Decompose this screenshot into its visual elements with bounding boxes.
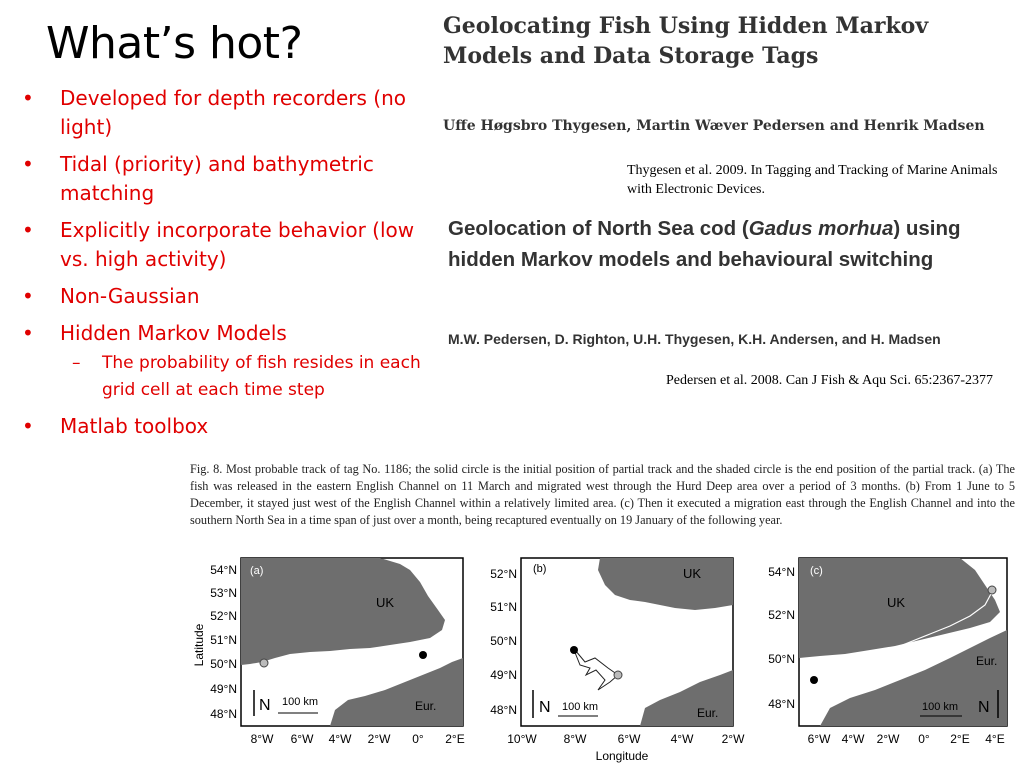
lon-tick: 10°W	[507, 732, 537, 746]
bullet-text: Developed for depth recorders (no light)	[60, 86, 407, 139]
lon-tick: 4°W	[670, 732, 694, 746]
paper2-title-part1: Geolocation of North Sea cod (	[448, 217, 749, 240]
track-end-shaded	[260, 659, 268, 667]
bullet-item	[20, 216, 440, 274]
lon-tick: 8°W	[563, 732, 587, 746]
lat-ticks-b	[490, 567, 517, 717]
map-panel-b	[521, 558, 733, 726]
lat-tick: 51°N	[210, 633, 237, 647]
bullet-marker: •	[22, 321, 34, 345]
sub-bullet-marker: –	[72, 353, 81, 373]
panel-label: (a)	[250, 565, 264, 577]
lon-tick: 2°E	[445, 732, 465, 746]
scale-label: 100 km	[922, 701, 959, 713]
lat-tick: 50°N	[210, 657, 237, 671]
lon-tick: 8°W	[250, 732, 274, 746]
slide-title: What’s hot?	[46, 18, 303, 69]
lon-tick: 4°E	[985, 732, 1005, 746]
lon-tick: 6°W	[617, 732, 641, 746]
figure-caption: Fig. 8. Most probable track of tag No. 1186; the solid circle is the initial position of partial track and the shaded circle is the end position of the partial track. (a) The fish was released in the eastern English Channel on 11 March and migrated west through the Hurd Deep area over a period of 3 months. (b) From 1 June to 5 December, it stayed just west of the English Channel within a relatively limited area. (c) Then it executed a migration east through the English Channel and into the southern North Sea in a time span of just over a month, being recaptured eventually on 19 January of the following year.	[190, 462, 1015, 527]
bullet-text: Tidal (priority) and bathymetric matching	[60, 152, 374, 205]
paper2-reference: Pedersen et al. 2008. Can J Fish & Aqu Sci. 65:2367-2377	[666, 373, 994, 388]
lat-tick: 52°N	[210, 609, 237, 623]
lon-tick: 2°W	[876, 732, 900, 746]
lat-ticks-a	[210, 563, 237, 721]
bullet-item	[20, 412, 440, 441]
bullet-text: Matlab toolbox	[60, 414, 209, 438]
track-start-solid	[810, 676, 818, 684]
paper1-title: Geolocating Fish Using Hidden Markov Models and Data Storage Tags	[443, 13, 929, 69]
bullet-text: The probability of fish resides in each grid cell at each time step	[102, 353, 421, 400]
lon-tick: 4°W	[328, 732, 352, 746]
paper2-title-species: Gadus morhua	[748, 217, 894, 240]
north-arrow-label: N	[539, 699, 551, 716]
panel-label: (b)	[533, 563, 547, 575]
sub-bullet-item	[20, 350, 440, 404]
lon-ticks-c	[808, 732, 1005, 746]
bullet-item	[20, 319, 440, 348]
track-start-solid	[419, 651, 427, 659]
lat-ticks-c	[768, 565, 795, 711]
lon-tick: 4°W	[841, 732, 865, 746]
lat-tick: 51°N	[490, 600, 517, 614]
bullet-list	[20, 84, 440, 449]
land-label-eur: Eur.	[415, 699, 437, 713]
land-label-eur: Eur.	[976, 654, 998, 668]
bullet-marker: •	[22, 284, 34, 308]
paper2-title	[448, 213, 1024, 275]
lon-tick: 2°E	[950, 732, 970, 746]
panel-label: (c)	[810, 565, 823, 577]
bullet-item	[20, 150, 440, 208]
track-start-solid	[570, 646, 578, 654]
lat-tick: 50°N	[768, 652, 795, 666]
bullet-text: Hidden Markov Models	[60, 321, 287, 345]
lon-tick: 2°W	[367, 732, 391, 746]
paper1-reference: Thygesen et al. 2009. In Tagging and Tracking of Marine Animals with Electronic Devices.	[627, 163, 998, 197]
land-label-uk: UK	[887, 595, 906, 610]
paper1-authors: Uffe Høgsbro Thygesen, Martin Wæver Pedersen and Henrik Madsen	[443, 118, 985, 134]
paper2-authors: M.W. Pedersen, D. Righton, U.H. Thygesen, K.H. Andersen, and H. Madsen	[448, 331, 941, 347]
track-end-shaded	[988, 586, 996, 594]
north-arrow-label: N	[978, 699, 990, 716]
map-panel-c	[799, 558, 1007, 726]
lon-ticks-a	[251, 732, 465, 746]
lon-tick: 6°W	[290, 732, 314, 746]
lat-tick: 49°N	[210, 682, 237, 696]
bullet-marker: •	[22, 152, 34, 176]
bullet-item	[20, 282, 440, 311]
lon-tick: 6°W	[807, 732, 831, 746]
north-arrow-label: N	[259, 697, 271, 714]
bullet-text: Explicitly incorporate behavior (low vs. high activity)	[60, 218, 415, 271]
track-end-shaded	[614, 671, 622, 679]
xlabel: Longitude	[595, 749, 649, 763]
figure-maps	[0, 550, 1024, 768]
lat-tick: 50°N	[490, 634, 517, 648]
lat-tick: 53°N	[210, 586, 237, 600]
lat-tick: 48°N	[768, 697, 795, 711]
lon-ticks-b	[507, 732, 745, 746]
lat-tick: 48°N	[210, 707, 237, 721]
land-label-uk: UK	[376, 595, 395, 610]
lat-tick: 54°N	[210, 563, 237, 577]
ylabel: Latitude	[192, 623, 206, 667]
bullet-text: Non-Gaussian	[60, 284, 200, 308]
bullet-marker: •	[22, 86, 34, 110]
scale-label: 100 km	[282, 696, 319, 708]
lat-tick: 54°N	[768, 565, 795, 579]
bullet-marker: •	[22, 414, 34, 438]
bullet-item	[20, 84, 440, 142]
lon-tick: 0°	[412, 732, 424, 746]
bullet-marker: •	[22, 218, 34, 242]
lat-tick: 49°N	[490, 668, 517, 682]
lat-tick: 48°N	[490, 703, 517, 717]
land-label-eur: Eur.	[697, 706, 719, 720]
lat-tick: 52°N	[768, 608, 795, 622]
scale-label: 100 km	[562, 701, 599, 713]
map-panel-a	[241, 558, 463, 726]
land-label-uk: UK	[683, 566, 702, 581]
lon-tick: 0°	[918, 732, 930, 746]
lon-tick: 2°W	[721, 732, 745, 746]
lat-tick: 52°N	[490, 567, 517, 581]
paper2-title-part2: ) using hidden Markov models and behavioural switching	[448, 217, 961, 271]
